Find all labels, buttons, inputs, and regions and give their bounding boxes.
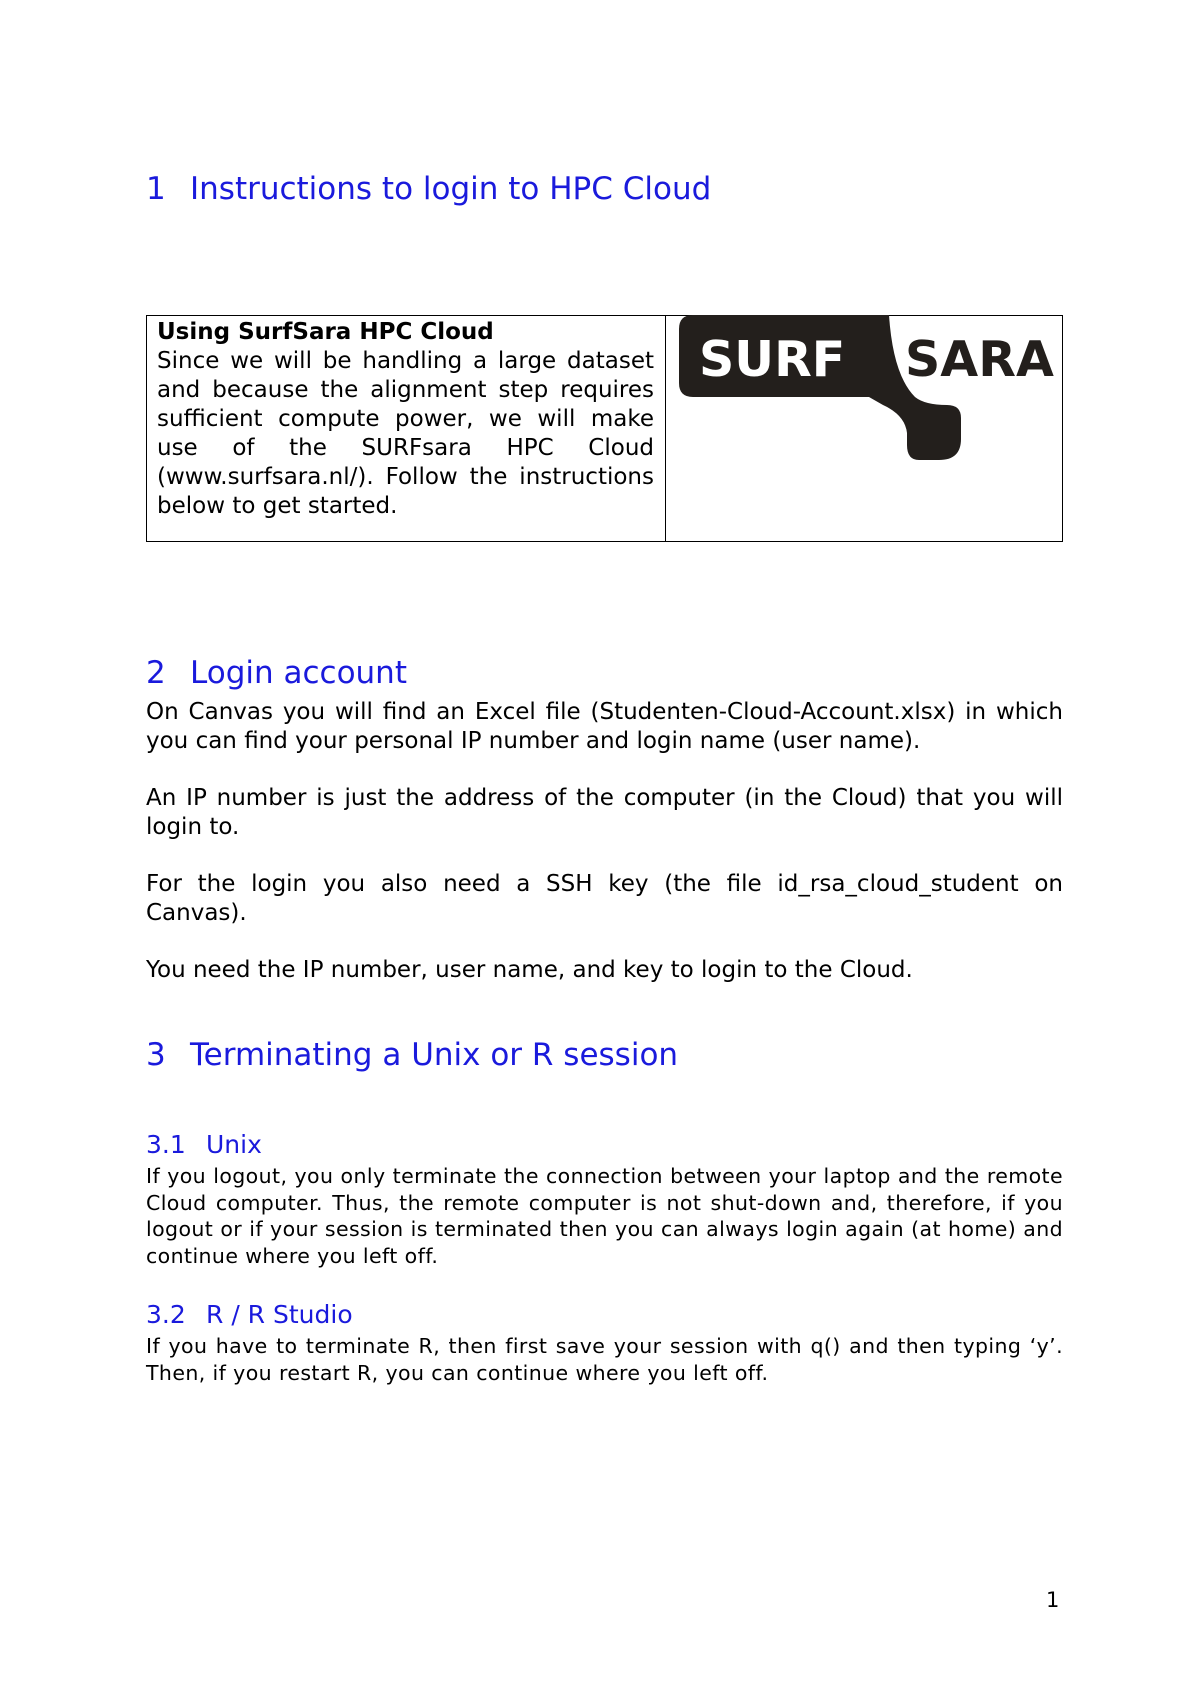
section-number: 1 [146, 171, 166, 207]
rstudio-paragraph: If you have to terminate R, then first save your session with q() and then typing ‘y’. Then, if you restart R, you can continue where you left off. [146, 1334, 1063, 1385]
section-title: Login account [190, 655, 407, 691]
login-paragraph-1: On Canvas you will find an Excel file (Studenten-Cloud-Account.xlsx) in which you can find your personal IP number and login name (user name). [146, 699, 1063, 754]
section-title: Instructions to login to HPC Cloud [190, 171, 712, 207]
login-paragraph-2: An IP number is just the address of the computer (in the Cloud) that you will login to. [146, 785, 1063, 840]
login-paragraph-4: You need the IP number, user name, and key to login to the Cloud. [146, 957, 913, 983]
subsection-title: R / R Studio [206, 1300, 353, 1329]
section-2-heading [146, 655, 407, 691]
intro-table [146, 315, 1063, 542]
table-divider [665, 316, 666, 541]
section-3-heading [146, 1037, 679, 1073]
subsection-number: 3.1 [146, 1130, 186, 1159]
logo-text-sara: SARA [905, 331, 1054, 388]
intro-cell [157, 318, 654, 521]
intro-body: Since we will be handling a large dataset and because the alignment step requires sufficient compute power, we will make use of the SURFsara HPC Cloud (www.surfsara.nl/). Follow the instructions below to get started. [157, 348, 654, 519]
section-3-2-heading [146, 1302, 353, 1327]
login-paragraph-3: For the login you also need a SSH key (the file id_rsa_cloud_student on Canvas). [146, 871, 1063, 926]
surfsara-logo [679, 315, 1055, 460]
section-number: 3 [146, 1037, 166, 1073]
logo-text-surf: SURF [699, 331, 846, 388]
subsection-number: 3.2 [146, 1300, 186, 1329]
intro-title: Using SurfSara HPC Cloud [157, 319, 494, 345]
section-1-heading [146, 171, 712, 207]
unix-paragraph: If you logout, you only terminate the connection between your laptop and the remote Cloud computer. Thus, the remote computer is not shut-down and, therefore, if you logout or if your session is terminated then you can always login again (at home) and continue where you left off. [146, 1164, 1063, 1268]
section-title: Terminating a Unix or R session [190, 1037, 679, 1073]
section-number: 2 [146, 655, 166, 691]
subsection-title: Unix [206, 1130, 262, 1159]
page-number: 1 [1046, 1588, 1060, 1612]
section-3-1-heading [146, 1132, 262, 1157]
